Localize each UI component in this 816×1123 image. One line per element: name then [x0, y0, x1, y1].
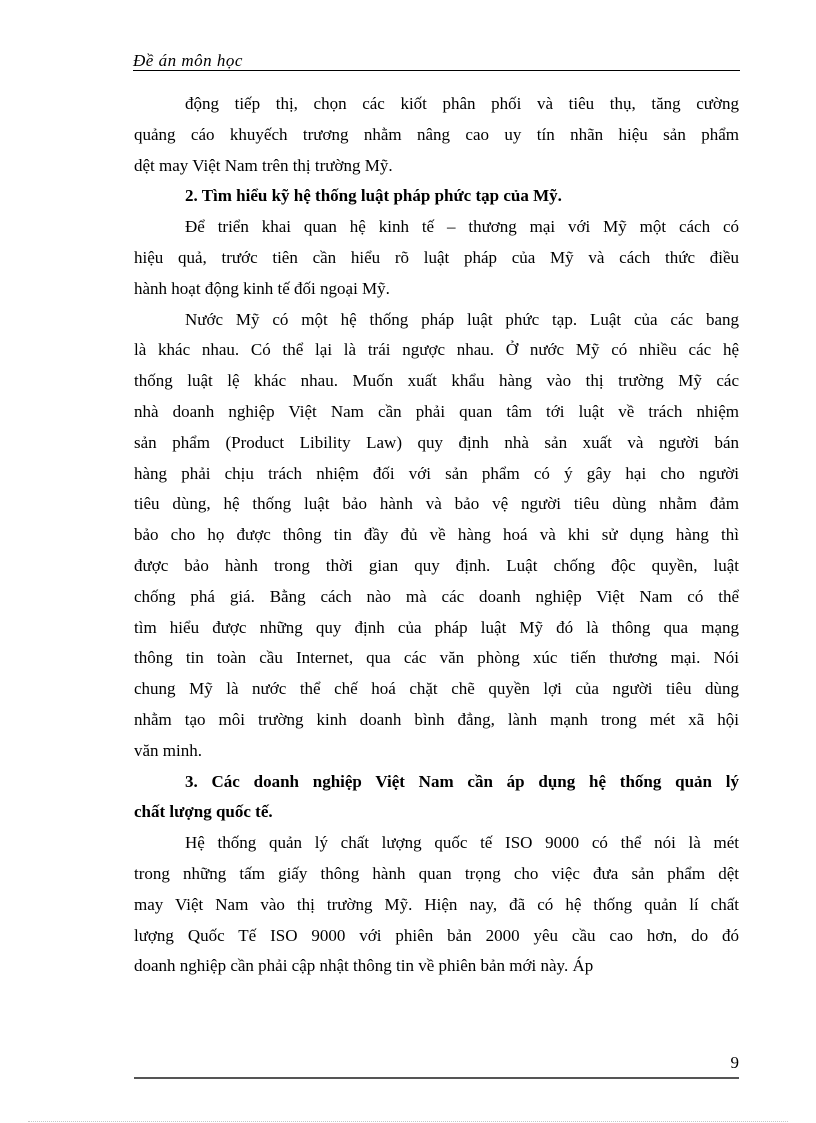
text-line: chống phá giá. Bằng cách nào mà các doanh nghiệp Việt Nam có thể — [134, 586, 739, 606]
text-line: lượng Quốc Tế ISO 9000 với phiên bản 2000 yêu cầu cao hơn, do đó — [134, 925, 739, 945]
text-line: nhà doanh nghiệp Việt Nam cần phải quan tâm tới luật về trách nhiệm — [134, 401, 739, 421]
text-line: tiêu dùng, hệ thống luật bảo hành và bảo vệ người tiêu dùng nhằm đảm — [134, 494, 739, 514]
text-line: hàng phải chịu trách nhiệm đối với sản phẩm có ý gây hại cho người — [134, 463, 739, 483]
page-header — [133, 50, 740, 71]
text-line: trong những tấm giấy thông hành quan trọng cho việc đưa sản phẩm dệt — [134, 863, 739, 883]
text-line: văn minh. — [134, 740, 202, 760]
text-line: quảng cáo khuyếch trương nhằm nâng cao uy tín nhãn hiệu sản phẩm — [134, 124, 739, 144]
text-line: Để triển khai quan hệ kinh tế – thương mại với Mỹ một cách có — [185, 217, 739, 237]
footer-rule — [134, 1077, 739, 1079]
text-line: may Việt Nam vào thị trường Mỹ. Hiện nay, đã có hệ thống quản lí chất — [134, 894, 739, 914]
header-title: Đề án môn học — [133, 51, 243, 70]
text-line: dệt may Việt Nam trên thị trường Mỹ. — [134, 155, 393, 175]
text-line: nhằm tạo môi trường kinh doanh bình đẳng, lành mạnh trong mét xã hội — [134, 709, 739, 729]
document-body — [134, 89, 739, 982]
text-line: hành hoạt động kinh tế đối ngoại Mỹ. — [134, 278, 390, 298]
page-number: 9 — [730, 1053, 739, 1072]
text-line: hiệu quả, trước tiên cần hiểu rõ luật pháp của Mỹ và cách thức điều — [134, 247, 739, 267]
text-line: tìm hiểu được những quy định của pháp luật Mỹ đó là thông qua mạng — [134, 617, 739, 637]
text-line: bảo cho họ được thông tin đầy đủ về hàng hoá và khi sử dụng hàng thì — [134, 525, 739, 545]
text-line: là khác nhau. Có thể lại là trái ngược nhau. Ở nước Mỹ có nhiều các hệ — [134, 340, 739, 360]
text-line: chung Mỹ là nước thể chế hoá chặt chẽ quyền lợi của người tiêu dùng — [134, 679, 739, 699]
text-line: Nước Mỹ có một hệ thống pháp luật phức tạp. Luật của các bang — [185, 309, 739, 329]
text-line: Hệ thống quản lý chất lượng quốc tế ISO 9000 có thể nói là mét — [185, 833, 739, 853]
section-heading-line: 2. Tìm hiểu kỹ hệ thống luật pháp phức tạp của Mỹ. — [185, 186, 562, 206]
text-line: được bảo hành trong thời gian quy định. Luật chống độc quyền, luật — [134, 555, 739, 575]
page-edge — [28, 1121, 788, 1122]
section-heading-line: 3. Các doanh nghiệp Việt Nam cần áp dụng hệ thống quản lý — [185, 771, 739, 791]
section-heading-line: chất lượng quốc tế. — [134, 802, 273, 822]
text-line: thông tin toàn cầu Internet, qua các văn phòng xúc tiến thương mại. Nói — [134, 648, 739, 668]
text-line: sản phẩm (Product Libility Law) quy định nhà sản xuất và người bán — [134, 432, 739, 452]
text-line: doanh nghiệp cần phải cập nhật thông tin về phiên bản mới này. Áp — [134, 956, 594, 976]
text-line: động tiếp thị, chọn các kiốt phân phối và tiêu thụ, tăng cường — [185, 94, 739, 113]
text-line: thống luật lệ khác nhau. Muốn xuất khẩu hàng vào thị trường Mỹ các — [134, 371, 739, 391]
